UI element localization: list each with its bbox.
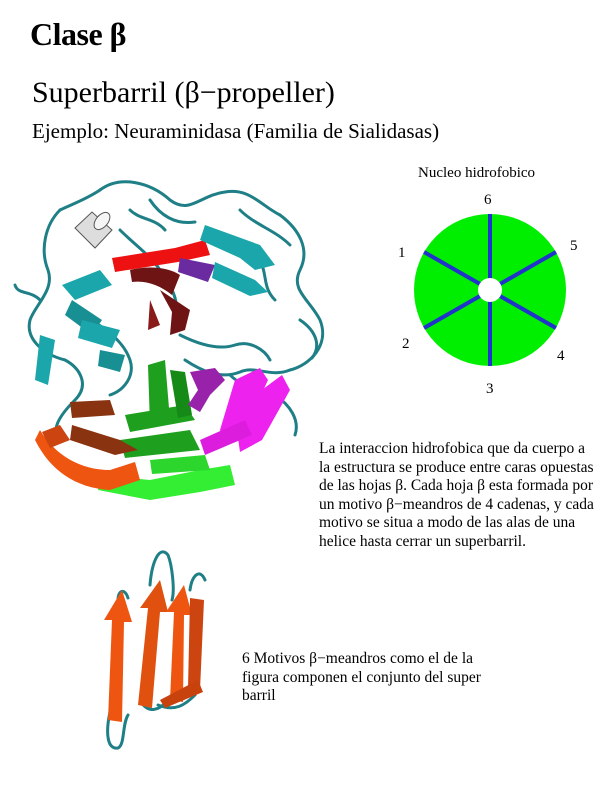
- blade-number-1: 1: [398, 245, 406, 261]
- example-text: Ejemplo: Neuraminidasa (Familia de Sialidasas): [32, 119, 440, 143]
- blade-number-4: 4: [557, 348, 565, 364]
- description-paragraph: La interaccion hidrofobica que da cuerpo a la estructura se produce entre caras opuestas de las hojas β. Cada hoja β esta formada por un motivo β−meandros de 4 cadenas, y cada motivo se situa a modo de las alas de una helice hasta cerrar un superbarril.: [319, 440, 594, 550]
- page-subtitle: Superbarril (β−propeller): [32, 76, 335, 109]
- blade-number-6: 6: [484, 192, 492, 208]
- blade-number-3: 3: [486, 381, 494, 397]
- blade-number-2: 2: [402, 336, 410, 352]
- blade-number-5: 5: [570, 238, 578, 254]
- core-diagram-label: Nucleo hidrofobico: [418, 165, 536, 181]
- motif-caption: 6 Motivos β−meandros como el de la figura componen el conjunto del super barril: [242, 650, 481, 704]
- page-title: Clase β: [30, 16, 127, 52]
